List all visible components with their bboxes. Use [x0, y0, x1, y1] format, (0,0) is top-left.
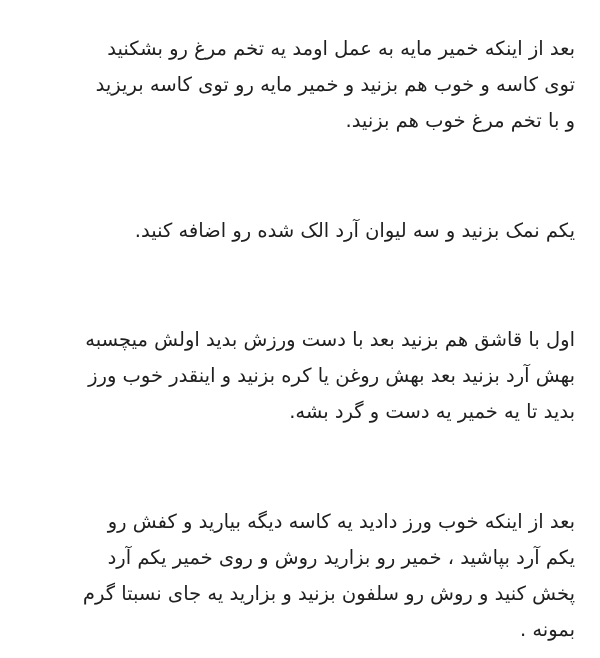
text-line: و با تخم مرغ خوب هم بزنید. — [345, 109, 575, 132]
paragraph-knead — [0, 322, 575, 430]
text-line: توی کاسه و خوب هم بزنید و خمیر مایه رو توی کاسه بریزید — [95, 73, 575, 96]
text-line: بمونه . — [519, 618, 575, 641]
text-line: بعد از اینکه خوب ورز دادید یه کاسه دیگه بیارید و کفش رو — [107, 510, 575, 533]
text-line: بعد از اینکه خمیر مایه به عمل اومد یه تخم مرغ رو بشکنید — [107, 37, 575, 60]
paragraph-rest-dough — [0, 504, 575, 648]
text-line: بدید تا یه خمیر یه دست و گرد بشه. — [289, 400, 575, 423]
text-line: اول با قاشق هم بزنید بعد با دست ورزش بدید اولش میچسبه — [85, 328, 575, 351]
text-line: پخش کنید و روش رو سلفون بزنید و بزارید یه جای نسبتا گرم — [82, 582, 575, 605]
text-line: یکم نمک بزنید و سه لیوان آرد الک شده رو اضافه کنید. — [134, 219, 575, 242]
text-line: یکم آرد بپاشید ، خمیر رو بزارید روش و روی خمیر یکم آرد — [107, 546, 575, 569]
paragraph-break-eggs — [0, 31, 575, 139]
paragraph-add-flour — [0, 213, 575, 249]
text-line: بهش آرد بزنید بعد بهش روغن یا کره بزنید و اینقدر خوب ورز — [88, 364, 575, 387]
